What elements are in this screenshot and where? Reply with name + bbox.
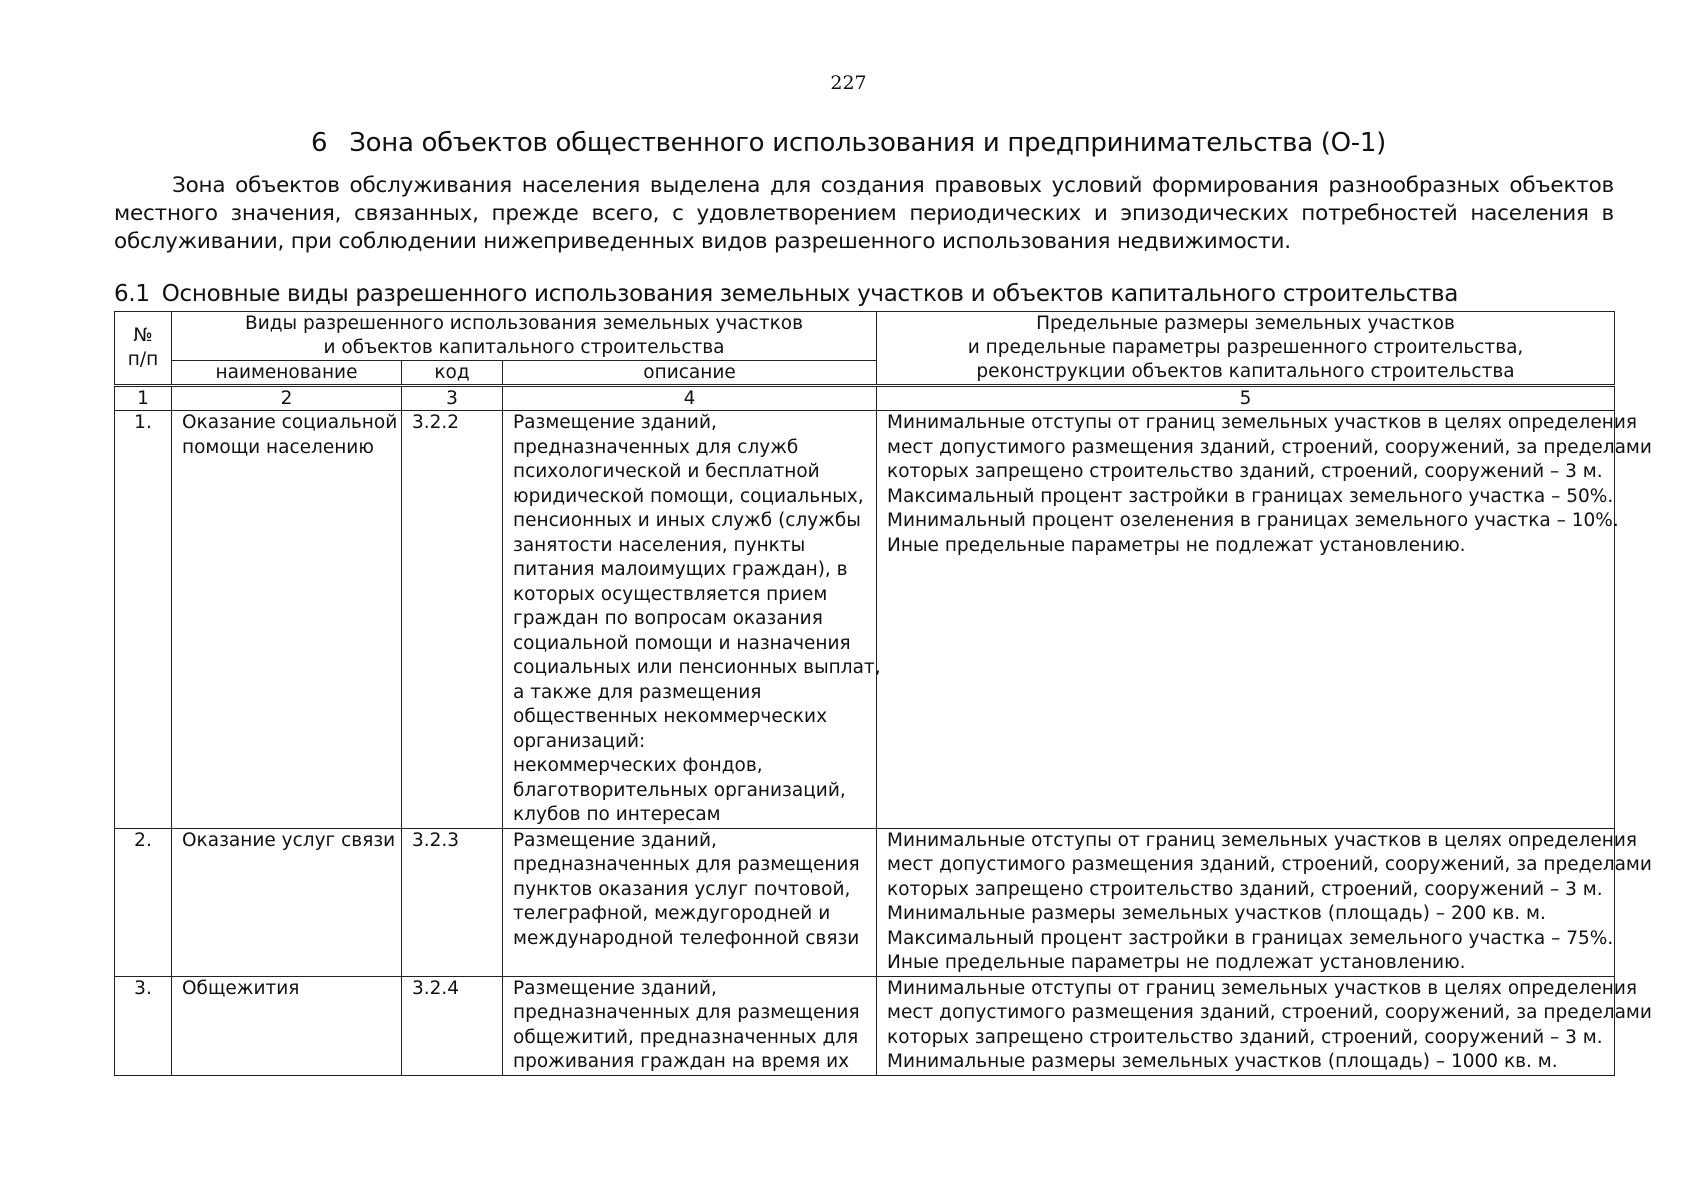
row-description-line: международной телефонной связи (513, 927, 860, 949)
row-description-line: общежитий, предназначенных для (513, 1026, 859, 1048)
row-description-line: социальной помощи и назначения (513, 632, 851, 654)
intro-paragraph: Зона объектов обслуживания населения выделена для создания правовых условий формирования разнообразных объектов местного значения, связанных, прежде всего, с удовлетворением периодических и эпизодических потребностей населения в обслуживании, при соблюдении нижеприведенных видов разрешенного использования недвижимости. (114, 173, 1614, 254)
zone-title-text: Зона объектов общественного использования и предпринимательства (О-1) (349, 128, 1386, 158)
table-row (115, 828, 1615, 976)
row-description-line: благотворительных организаций, (513, 779, 846, 801)
row-params (877, 411, 1652, 829)
row-description-line: проживания граждан на время их (513, 1051, 850, 1072)
row-description-line: Размещение зданий, (513, 977, 717, 999)
section-title (114, 281, 1458, 307)
row-params-line: Иные предельные параметры не подлежат установлению. (887, 952, 1466, 973)
row-description-line: юридической помощи, социальных, (513, 485, 864, 507)
row-description-line: предназначенных для служб (513, 436, 799, 458)
row-description-line: пенсионных и иных служб (службы (513, 510, 861, 531)
row-description-line: социальных или пенсионных выплат, (513, 657, 881, 678)
page-number: 227 (830, 72, 867, 94)
table-row (115, 976, 1615, 1075)
row-params-line: Минимальный процент озеленения в границах земельного участка – 10%. (887, 510, 1619, 531)
zone-title (0, 128, 1697, 158)
row-description (503, 828, 877, 976)
row-description-line: граждан по вопросам оказания (513, 608, 823, 629)
column-number: 3 (402, 386, 503, 411)
row-description-line: пунктов оказания услуг почтовой, (513, 878, 851, 900)
row-description-line: питания малоимущих граждан), в (513, 559, 848, 580)
row-params-line: Минимальные отступы от границ земельных участков в целях определения (887, 412, 1638, 433)
row-params-line: Минимальные размеры земельных участков (площадь) – 1000 кв. м. (887, 1051, 1558, 1072)
header-limits-line: реконструкции объектов капитального строительства (976, 361, 1515, 382)
row-params (877, 976, 1652, 1075)
row-name-line: Оказание социальной (182, 412, 398, 433)
row-code: 3.2.4 (402, 976, 503, 1075)
header-limits-line: Предельные размеры земельных участков (1036, 313, 1455, 334)
header-description: описание (503, 361, 877, 386)
row-description-line: которых осуществляется прием (513, 583, 828, 605)
row-description-line: клубов по интересам (513, 804, 721, 825)
header-kinds-line: и объектов капитального строительства (323, 337, 725, 358)
header-name: наименование (172, 361, 402, 386)
row-params-line: мест допустимого размещения зданий, строений, сооружений, за пределами (887, 1002, 1652, 1023)
row-params-line: которых запрещено строительство зданий, строений, сооружений – 3 м. (887, 461, 1603, 482)
row-description-line: организаций: (513, 730, 646, 752)
row-params-line: Минимальные отступы от границ земельных участков в целях определения (887, 977, 1638, 999)
row-name (172, 411, 402, 829)
row-description-line: Размещение зданий, (513, 412, 717, 433)
row-description-line: занятости населения, пункты (513, 534, 806, 556)
row-description-line: предназначенных для размещения (513, 854, 860, 875)
row-name (172, 976, 402, 1075)
header-limits (877, 312, 1615, 386)
column-number: 5 (877, 386, 1615, 411)
table-row (115, 411, 1615, 829)
row-params (877, 828, 1652, 976)
row-description (503, 976, 877, 1075)
row-description-line: телеграфной, междугородней и (513, 903, 831, 924)
header-no (115, 312, 172, 386)
header-kinds (172, 312, 877, 361)
permitted-uses-table (114, 311, 1652, 1076)
row-params-line: мест допустимого размещения зданий, строений, сооружений, за пределами (887, 436, 1652, 458)
row-description-line: психологической и бесплатной (513, 461, 820, 482)
row-name-line: Оказание услуг связи (182, 829, 396, 851)
row-description-line: некоммерческих фондов, (513, 755, 763, 776)
row-params-line: Максимальный процент застройки в границах земельного участка – 75%. (887, 927, 1614, 949)
column-number: 4 (503, 386, 877, 411)
row-params-line: Минимальные отступы от границ земельных участков в целях определения (887, 829, 1638, 851)
row-params-line: мест допустимого размещения зданий, строений, сооружений, за пределами (887, 854, 1652, 875)
row-code: 3.2.3 (402, 828, 503, 976)
row-number: 1. (115, 411, 172, 829)
section-title-text: Основные виды разрешенного использования земельных участков и объектов капитального строительства (161, 281, 1459, 307)
row-code: 3.2.2 (402, 411, 503, 829)
row-name-line: помощи населению (182, 436, 374, 458)
zone-number: 6 (311, 128, 328, 158)
header-no-line: п/п (127, 349, 159, 370)
row-name-line: Общежития (182, 977, 300, 999)
row-number: 3. (115, 976, 172, 1075)
header-kinds-line: Виды разрешенного использования земельных участков (245, 313, 804, 334)
row-description-line: Размещение зданий, (513, 829, 717, 851)
row-params-line: Максимальный процент застройки в границах земельного участка – 50%. (887, 485, 1614, 507)
row-params-line: Иные предельные параметры не подлежат установлению. (887, 534, 1466, 556)
row-description-line: а также для размещения (513, 681, 762, 703)
header-no-line: № (133, 324, 153, 346)
row-name (172, 828, 402, 976)
row-description-line: общественных некоммерческих (513, 706, 828, 727)
section-number: 6.1 (114, 281, 150, 307)
row-params-line: которых запрещено строительство зданий, строений, сооружений – 3 м. (887, 878, 1603, 900)
header-limits-line: и предельные параметры разрешенного строительства, (967, 337, 1524, 358)
row-description-line: предназначенных для размещения (513, 1002, 860, 1023)
row-description (503, 411, 881, 829)
column-number: 1 (115, 386, 172, 411)
row-params-line: которых запрещено строительство зданий, строений, сооружений – 3 м. (887, 1026, 1603, 1048)
header-code: код (402, 361, 503, 386)
row-params-line: Минимальные размеры земельных участков (площадь) – 200 кв. м. (887, 903, 1546, 924)
row-number: 2. (115, 828, 172, 976)
column-number: 2 (172, 386, 402, 411)
